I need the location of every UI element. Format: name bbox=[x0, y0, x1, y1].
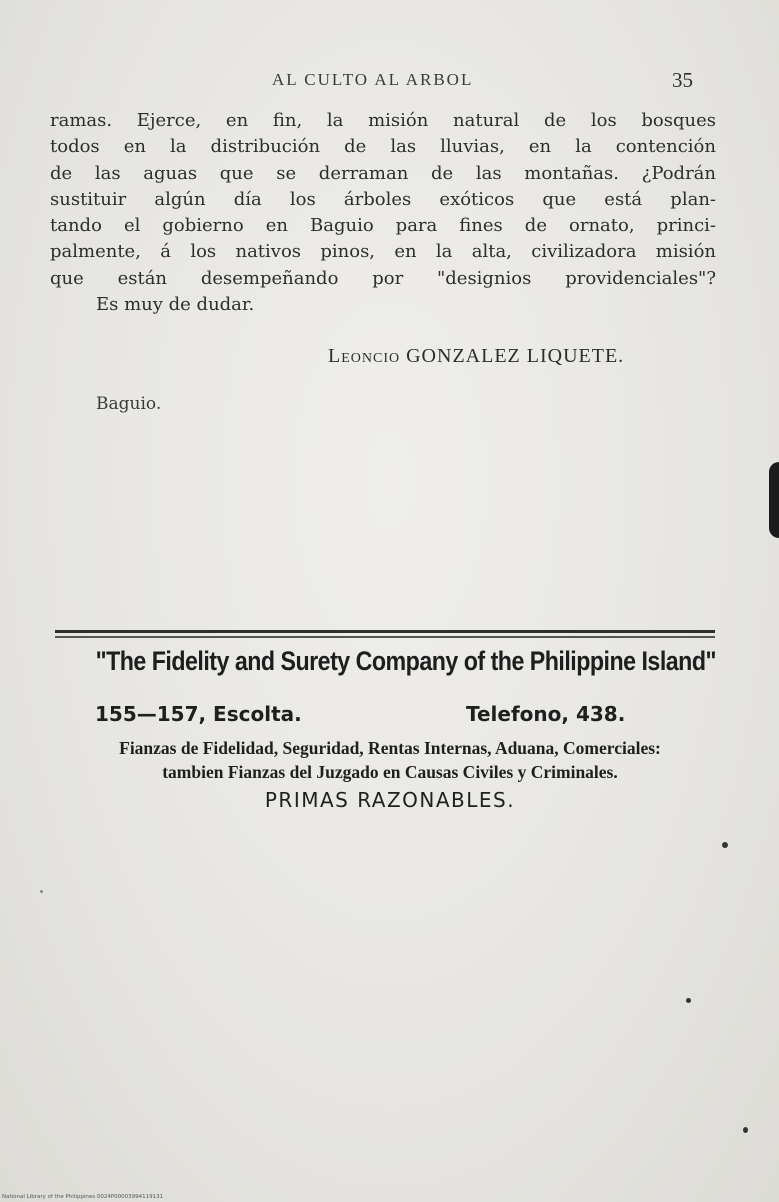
scan-edge-mark bbox=[769, 462, 779, 538]
article-line: que están desempeñando por "designios providenciales"? bbox=[50, 267, 716, 289]
ad-slogan: PRIMAS RAZONABLES. bbox=[264, 788, 516, 812]
article-line: ramas. Ejerce, en fin, la misión natural de los bosques bbox=[50, 110, 716, 131]
ink-speck bbox=[40, 890, 43, 893]
author-signature bbox=[328, 345, 624, 368]
article-body bbox=[50, 108, 716, 318]
article-line: sustituir algún día los árboles exóticos que está plan- bbox=[50, 188, 716, 210]
page-number: 35 bbox=[672, 68, 693, 92]
ink-speck bbox=[743, 1127, 748, 1133]
author-surname: GONZALEZ LIQUETE. bbox=[406, 345, 625, 367]
ad-services-line: Fianzas de Fidelidad, Seguridad, Rentas Internas, Aduana, Comerciales: bbox=[119, 738, 661, 758]
ad-phone: Telefono, 438. bbox=[466, 702, 626, 726]
article-line: tando el gobierno en Baguio para fines de ornato, princi- bbox=[50, 215, 716, 237]
ink-speck bbox=[686, 998, 691, 1003]
author-first-name: Leoncio bbox=[328, 345, 401, 367]
article-line: de las aguas que se derraman de las montañas. ¿Podrán bbox=[50, 162, 716, 184]
ad-top-rule bbox=[55, 630, 715, 633]
place-line: Baguio. bbox=[96, 394, 162, 414]
ink-speck bbox=[722, 842, 728, 848]
ad-bottom-rule bbox=[55, 636, 715, 638]
library-credit: National Library of the Philippines 0024P00003994119131 bbox=[2, 1194, 164, 1200]
ad-services-line: tambien Fianzas del Juzgado en Causas Civiles y Criminales. bbox=[162, 762, 618, 782]
article-line: palmente, á los nativos pinos, en la alta, civilizadora misión bbox=[50, 241, 716, 263]
ad-company-title: "The Fidelity and Surety Company of the Philippine Island" bbox=[95, 646, 716, 676]
running-head: AL CULTO AL ARBOL bbox=[272, 70, 474, 89]
article-line: todos en la distribución de las lluvias, en la contención bbox=[50, 136, 716, 158]
article-line-last: Es muy de dudar. bbox=[96, 294, 255, 316]
ad-address: 155—157, Escolta. bbox=[95, 702, 302, 726]
ad-services bbox=[48, 736, 732, 784]
